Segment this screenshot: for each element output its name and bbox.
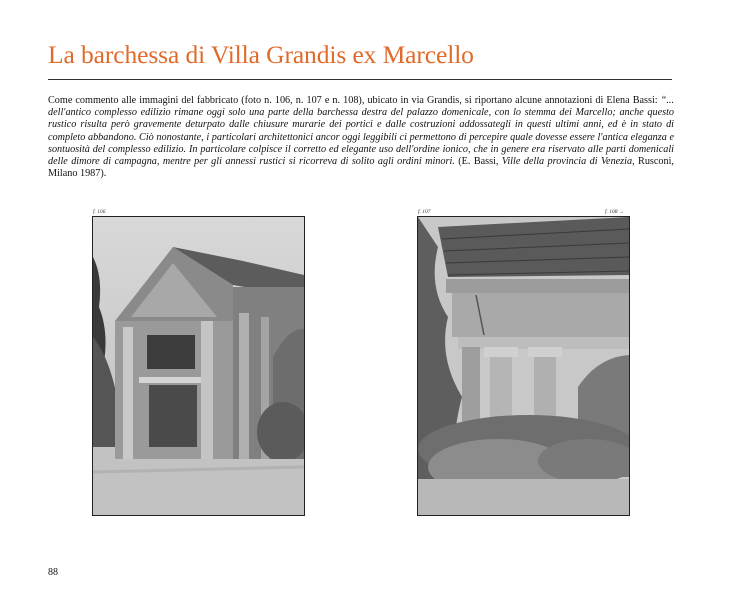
figure-label-106: f. 106 [93, 209, 106, 215]
title-rule [48, 79, 672, 80]
citation-prefix: (E. Bassi, [454, 156, 502, 168]
body-text [48, 95, 674, 180]
citation-title: Ville della provincia di Venezia [501, 156, 633, 168]
photo-barchessa-facade [92, 216, 305, 516]
figure-label-108: f. 108 → [605, 209, 625, 215]
figure-label-107: f. 107 [418, 209, 431, 215]
photo-ionic-columns-detail [417, 216, 630, 516]
quote-text: “... dell'antico complesso edilizio rimane oggi solo una parte della barchessa destra del palazzo domenicale, con lo stemma dei Marcello; anche questo rustico risulta però gravemente deturpato dalle chiusure murarie dei portici e dalle costruzioni addossategli in questi ultimi anni, ed è in stato di completo abbandono. Ciò nonostante, i particolari architettonici ancor oggi leggibili ci permettono di percepire quale dovesse essere l'antica eleganza e sontuosità del complesso edilizio. In particolare colpisce il corretto ed elegante uso dell'ordine ionico, che in genere era riservato alle parti domenicali delle dimore di campagna, mentre per gli annessi rustici si ricorreva di solito agli ordini minori. [48, 95, 674, 168]
intro-text: Come commento alle immagini del fabbricato (foto n. 106, n. 107 e n. 108), ubicato in via Grandis, si riportano alcune annotazioni di Elena Bassi: [48, 95, 658, 106]
page-number: 88 [48, 567, 58, 578]
page-title: La barchessa di Villa Grandis ex Marcello [48, 40, 474, 69]
citation-suffix: , Rusconi, Milano 1987). [48, 156, 674, 180]
